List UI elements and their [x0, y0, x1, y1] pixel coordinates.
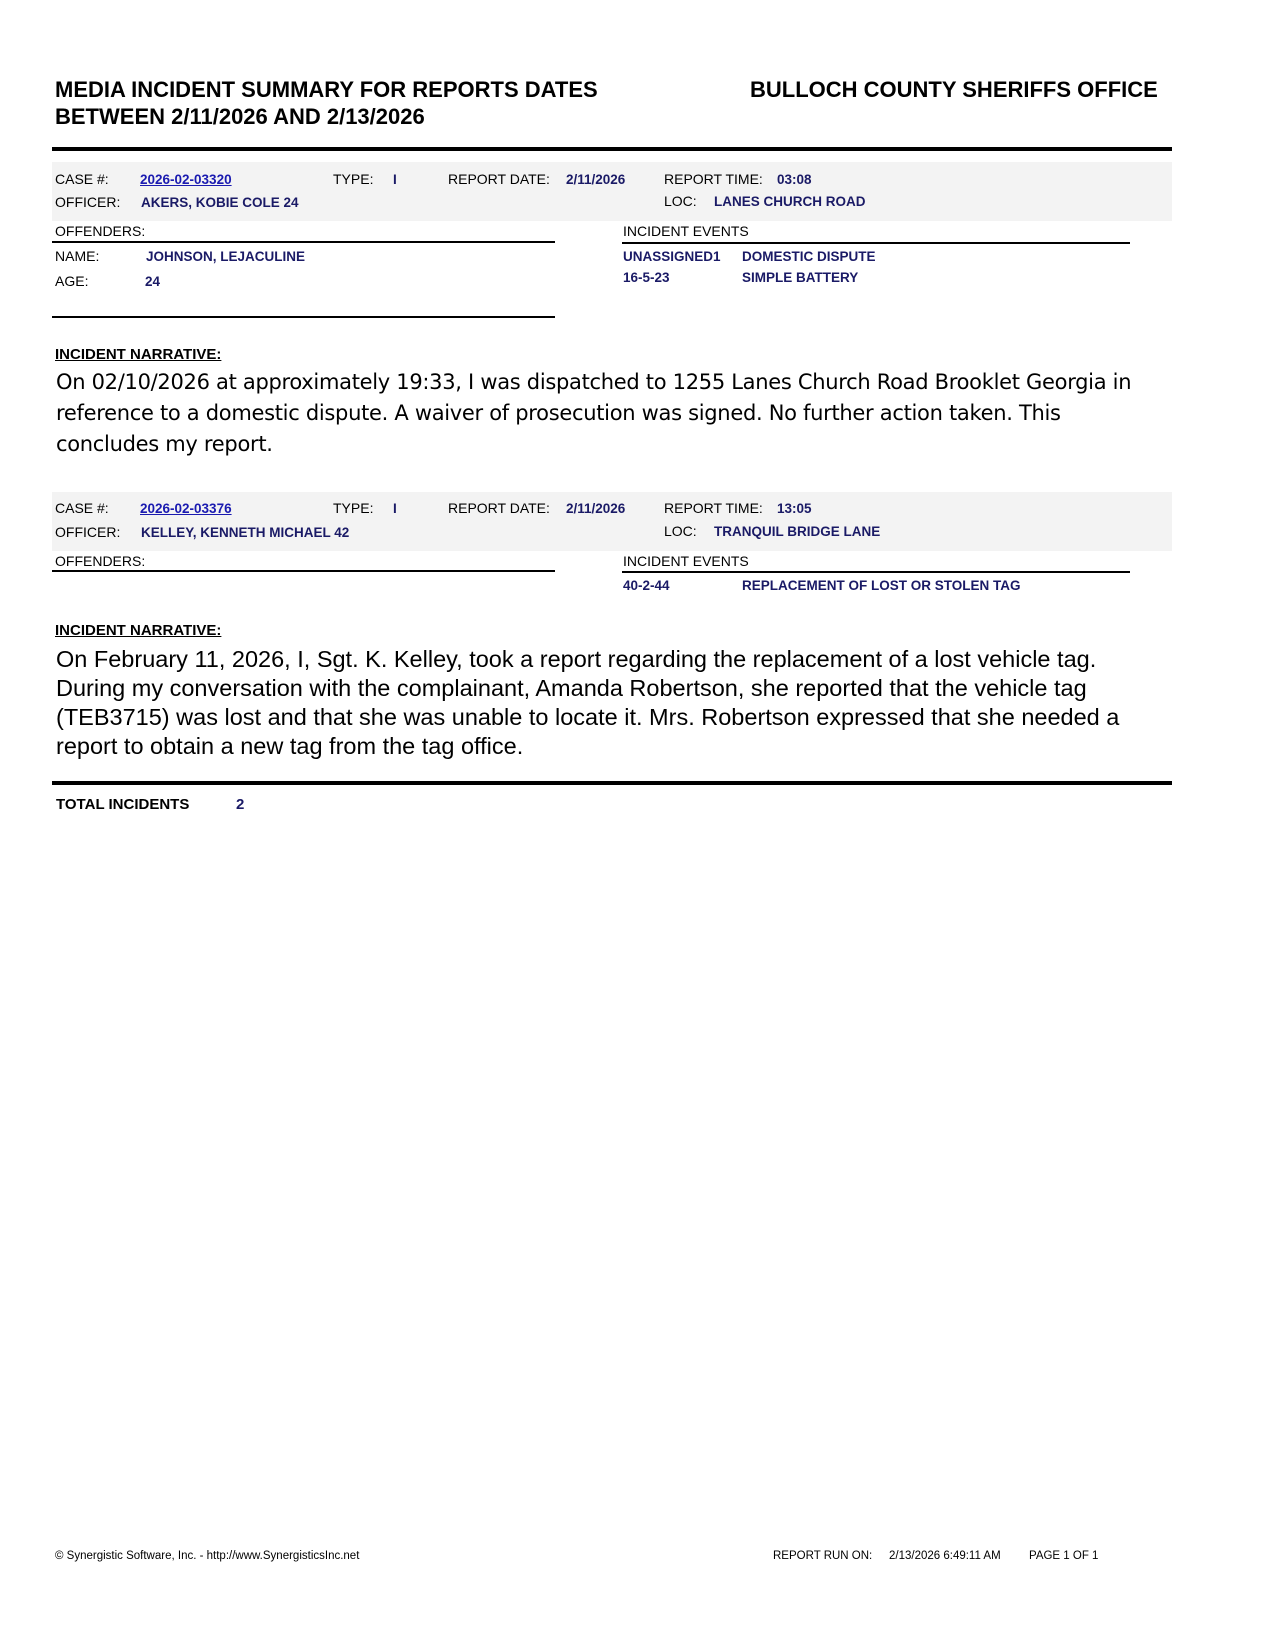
report-run-value: 2/13/2026 6:49:11 AM: [889, 1550, 1001, 1562]
officer-value: KELLEY, KENNETH MICHAEL 42: [141, 525, 350, 540]
offenders-bottom-divider: [52, 316, 555, 318]
case-header-band: [52, 162, 1172, 221]
incident-events-divider: [622, 571, 1130, 573]
total-incidents-value: 2: [236, 796, 245, 813]
page-number: PAGE 1 OF 1: [1029, 1550, 1099, 1562]
report-title-line2: BETWEEN 2/11/2026 AND 2/13/2026: [55, 104, 425, 129]
officer-value: AKERS, KOBIE COLE 24: [141, 195, 299, 210]
offender-age-label: AGE:: [55, 273, 89, 289]
event-description: SIMPLE BATTERY: [742, 270, 859, 285]
incident-events-label: INCIDENT EVENTS: [623, 223, 749, 239]
event-code: 16-5-23: [623, 270, 670, 285]
offender-name-label: NAME:: [55, 248, 100, 264]
narrative-heading: INCIDENT NARRATIVE:: [55, 346, 222, 363]
loc-label: LOC:: [664, 193, 697, 209]
case-number-link[interactable]: 2026-02-03320: [140, 172, 232, 187]
report-time-label: REPORT TIME:: [664, 500, 763, 516]
report-time-label: REPORT TIME:: [664, 171, 763, 187]
incident-events-label: INCIDENT EVENTS: [623, 553, 749, 569]
loc-value: TRANQUIL BRIDGE LANE: [714, 524, 881, 539]
report-time-value: 03:08: [777, 172, 812, 187]
officer-label: OFFICER:: [55, 524, 121, 540]
type-value: I: [393, 172, 397, 187]
report-title-line1: MEDIA INCIDENT SUMMARY FOR REPORTS DATES: [55, 77, 598, 102]
narrative-text: On February 11, 2026, I, Sgt. K. Kelley, took a report regarding the replacement of a lost vehicle tag. During my conversation with the complainant, Amanda Robertson, she reported that the vehicle tag (TEB3715) was lost and that she was unable to locate it. Mrs. Robertson expressed that she needed a report to obtain a new tag from the tag office.: [56, 646, 1120, 759]
type-label: TYPE:: [333, 500, 374, 516]
case-number-label: CASE #:: [55, 171, 109, 187]
report-time-value: 13:05: [777, 501, 812, 516]
type-label: TYPE:: [333, 171, 374, 187]
total-incidents-label: TOTAL INCIDENTS: [56, 796, 190, 813]
report-date-value: 2/11/2026: [566, 501, 626, 516]
event-code: UNASSIGNED1: [623, 249, 721, 264]
narrative-heading: INCIDENT NARRATIVE:: [55, 622, 222, 639]
offenders-label: OFFENDERS:: [55, 223, 146, 239]
loc-label: LOC:: [664, 523, 697, 539]
incident-events-divider: [622, 242, 1130, 244]
event-code: 40-2-44: [623, 578, 670, 593]
offenders-label: OFFENDERS:: [55, 553, 146, 569]
case-number-link[interactable]: 2026-02-03376: [140, 501, 232, 516]
type-value: I: [393, 501, 397, 516]
report-date-label: REPORT DATE:: [448, 500, 550, 516]
officer-label: OFFICER:: [55, 194, 121, 210]
case-number-label: CASE #:: [55, 500, 109, 516]
narrative-text: On 02/10/2026 at approximately 19:33, I was dispatched to 1255 Lanes Church Road Brooklet Georgia in reference to a domestic dispute. A waiver of prosecution was signed. No further action taken. This concludes my report.: [56, 370, 1132, 456]
agency-name: BULLOCH COUNTY SHERIFFS OFFICE: [750, 77, 1158, 102]
offender-name-value: JOHNSON, LEJACULINE: [146, 249, 306, 264]
report-date-value: 2/11/2026: [566, 172, 626, 187]
event-description: DOMESTIC DISPUTE: [742, 249, 876, 264]
offenders-divider: [52, 570, 555, 572]
header-divider: [52, 147, 1172, 151]
totals-divider: [52, 781, 1172, 785]
footer-copyright: © Synergistic Software, Inc. - http://www.SynergisticsInc.net: [55, 1550, 360, 1562]
event-description: REPLACEMENT OF LOST OR STOLEN TAG: [742, 578, 1021, 593]
loc-value: LANES CHURCH ROAD: [714, 194, 866, 209]
offender-age-value: 24: [145, 274, 161, 289]
offenders-divider: [52, 241, 555, 243]
report-run-label: REPORT RUN ON:: [773, 1550, 873, 1562]
report-date-label: REPORT DATE:: [448, 171, 550, 187]
